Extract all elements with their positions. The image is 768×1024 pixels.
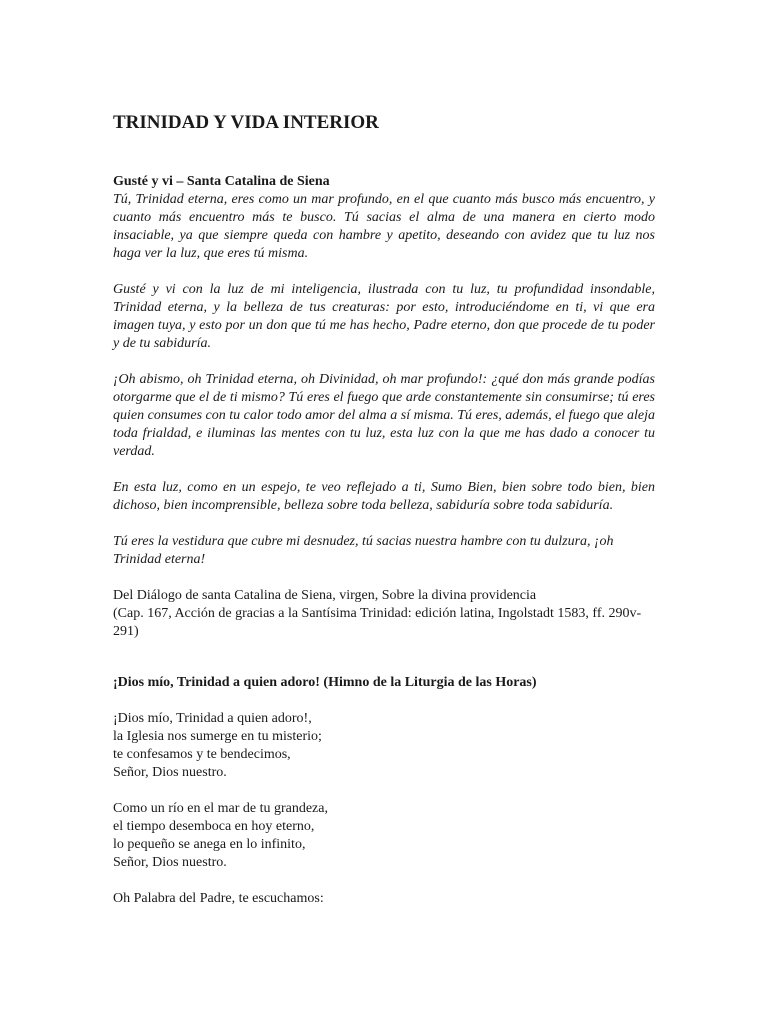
document-page — [113, 112, 655, 926]
stanza-2 — [113, 800, 655, 872]
section-catalina — [113, 173, 655, 641]
verse: te confesamos y te bendecimos, — [113, 747, 291, 762]
section-hymn — [113, 674, 655, 908]
paragraph-2: Gusté y vi con la luz de mi inteligencia, ilustrada con tu luz, tu profundidad insondable, Trinidad eterna, y la belleza de tus creaturas: por esto, introduciéndome en ti, vi que era imagen tuya, y esto por un don que tú me has hecho, Padre eterno, don que procede de tu poder y de tu sabiduría. — [113, 282, 655, 351]
paragraph-5: Tú eres la vestidura que cubre mi desnudez, tú sacias nuestra hambre con tu dulzura, ¡oh Trinidad eterna! — [113, 534, 614, 567]
source-citation — [113, 587, 655, 641]
source-line-2: (Cap. 167, Acción de gracias a la Santísima Trinidad: edición latina, Ingolstadt 1583, ff. 290v-291) — [113, 606, 642, 639]
stanza-3 — [113, 890, 655, 908]
verse: Como un río en el mar de tu grandeza, — [113, 801, 328, 816]
paragraph-1: Tú, Trinidad eterna, eres como un mar profundo, en el que cuanto más busco más encuentro, y cuanto más encuentro más te busco. Tú sacias el alma de una manera en cierto modo insaciable, ya que siempre queda con hambre y apetito, deseando con avidez que tu luz nos haga ver la luz, que eres tú misma. — [113, 192, 655, 261]
paragraph-3: ¡Oh abismo, oh Trinidad eterna, oh Divinidad, oh mar profundo!: ¿qué don más grande podías otorgarme que el de ti mismo? Tú eres el fuego que arde constantemente sin consumirse; tú eres quien consumes con tu calor todo amor del alma a sí misma. Tú eres, además, el fuego que aleja toda frialdad, e iluminas las mentes con tu luz, esta luz con la que me has dado a conocer tu verdad. — [113, 372, 655, 459]
section-heading-catalina: Gusté y vi – Santa Catalina de Siena — [113, 174, 330, 189]
stanza-1 — [113, 710, 655, 782]
verse: la Iglesia nos sumerge en tu misterio; — [113, 729, 322, 744]
verse: ¡Dios mío, Trinidad a quien adoro!, — [113, 711, 312, 726]
source-line-1: Del Diálogo de santa Catalina de Siena, virgen, Sobre la divina providencia — [113, 588, 537, 603]
paragraph-4: En esta luz, como en un espejo, te veo reflejado a ti, Sumo Bien, bien sobre todo bien, bien dichoso, bien incomprensible, belleza sobre toda belleza, sabiduría sobre toda sabiduría. — [113, 480, 655, 513]
verse: Señor, Dios nuestro. — [113, 765, 227, 780]
verse: Señor, Dios nuestro. — [113, 855, 227, 870]
verse: el tiempo desemboca en hoy eterno, — [113, 819, 315, 834]
section-heading-hymn: ¡Dios mío, Trinidad a quien adoro! (Himno de la Liturgia de las Horas) — [113, 675, 537, 690]
verse: Oh Palabra del Padre, te escuchamos: — [113, 891, 324, 906]
verse: lo pequeño se anega en lo infinito, — [113, 837, 306, 852]
document-title: TRINIDAD Y VIDA INTERIOR — [113, 112, 379, 133]
